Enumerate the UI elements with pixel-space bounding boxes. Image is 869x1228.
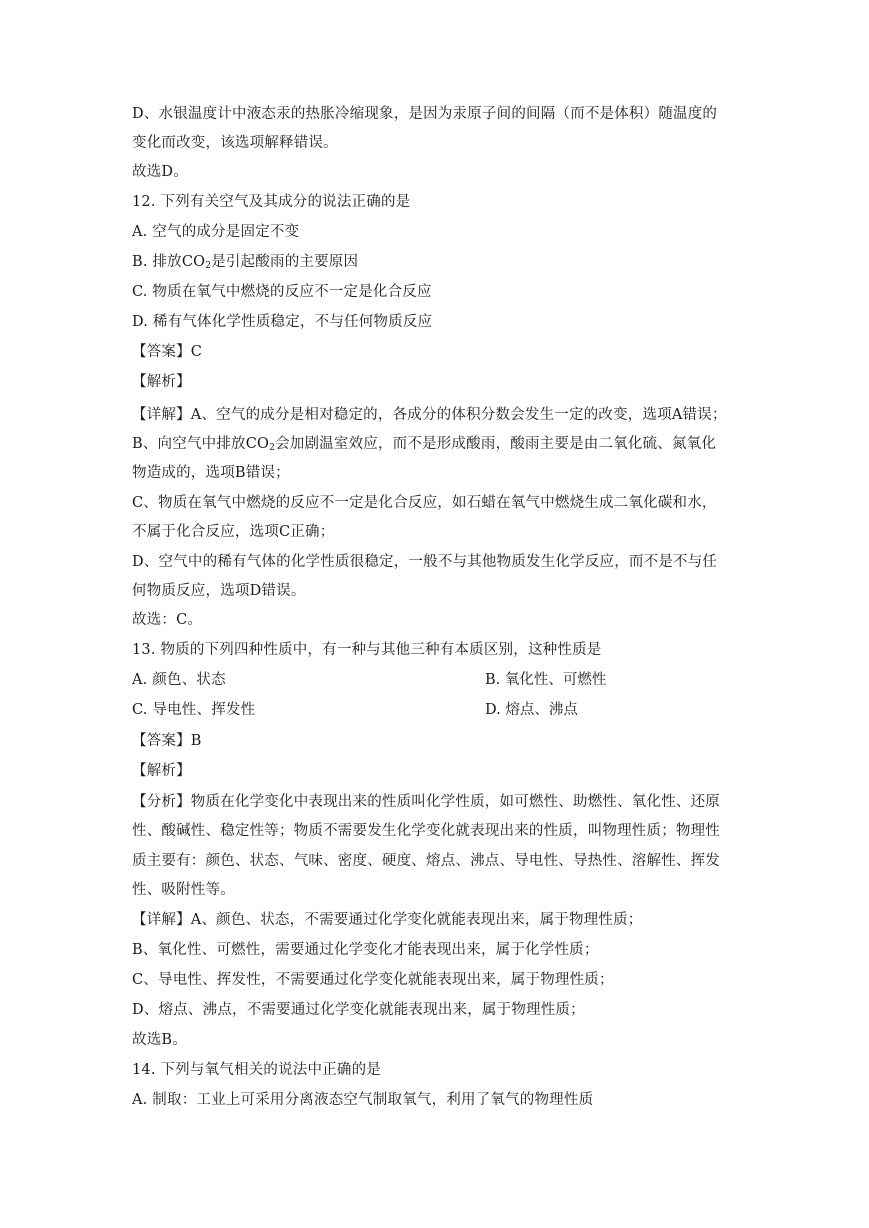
option-b-text-rest: 是引起酸雨的主要原因 bbox=[211, 254, 359, 270]
option-d: D. 熔点、沸点 bbox=[485, 702, 578, 718]
text-line: 【详解】A、颜色、状态，不需要通过化学变化就能表现出来，属于物理性质； bbox=[132, 912, 643, 928]
subscript: 2 bbox=[205, 261, 212, 271]
analysis-label: 【解析】 bbox=[132, 763, 191, 779]
subscript: 2 bbox=[269, 443, 276, 453]
text-line: 质主要有：颜色、状态、气味、密度、硬度、熔点、沸点、导电性、导热性、溶解性、挥发 bbox=[132, 853, 720, 869]
text-line: C、导电性、挥发性，不需要通过化学变化就能表现出来，属于物理性质； bbox=[132, 972, 614, 988]
question-14: 14. 下列与氧气相关的说法中正确的是 bbox=[132, 1062, 381, 1078]
text-line: 性、吸附性等。 bbox=[132, 882, 235, 898]
text-line: 【详解】A、空气的成分是相对稳定的，各成分的体积分数会发生一定的改变，选项A错误； bbox=[132, 407, 727, 423]
text-line: 性、酸碱性、稳定性等；物质不需要发生化学变化就表现出来的性质，叫物理性质；物理性 bbox=[132, 823, 720, 839]
text-line: 【分析】物质在化学变化中表现出来的性质叫化学性质，如可燃性、助燃性、氧化性、还原 bbox=[132, 794, 720, 810]
option-b: B. 氧化性、可燃性 bbox=[485, 672, 607, 688]
option-a: A. 制取：工业上可采用分离液态空气制取氧气，利用了氧气的物理性质 bbox=[132, 1092, 594, 1108]
option-c: C. 物质在氧气中燃烧的反应不一定是化合反应 bbox=[132, 284, 432, 300]
text-line: 变化而改变，该选项解释错误。 bbox=[132, 135, 338, 151]
question-13: 13. 物质的下列四种性质中，有一种与其他三种有本质区别，这种性质是 bbox=[132, 642, 602, 658]
option-b-text: B. 排放CO bbox=[132, 254, 206, 270]
text-line: 故选B。 bbox=[132, 1032, 187, 1048]
question-12: 12. 下列有关空气及其成分的说法正确的是 bbox=[132, 194, 411, 210]
text-line: 物造成的，选项B错误； bbox=[132, 465, 290, 481]
answer-label: 【答案】C bbox=[132, 344, 203, 360]
text-line: 何物质反应，选项D错误。 bbox=[132, 583, 306, 599]
text-line: D、空气中的稀有气体的化学性质很稳定，一般不与其他物质发生化学反应，而不是不与任 bbox=[132, 554, 718, 570]
analysis-label: 【解析】 bbox=[132, 374, 191, 390]
option-c: C. 导电性、挥发性 bbox=[132, 702, 256, 718]
answer-label: 【答案】B bbox=[132, 733, 202, 749]
text-part: B、向空气中排放CO bbox=[132, 436, 270, 452]
text-line: D、熔点、沸点，不需要通过化学变化就能表现出来，属于物理性质； bbox=[132, 1002, 585, 1018]
text-line: 故选：C。 bbox=[132, 612, 203, 628]
text-line bbox=[132, 434, 716, 454]
text-part-rest: 会加剧温室效应，而不是形成酸雨，酸雨主要是由二氧化硫、氮氧化 bbox=[275, 436, 717, 452]
option-a: A. 空气的成分是固定不变 bbox=[132, 224, 300, 240]
text-line: D、水银温度计中液态汞的热胀冷缩现象，是因为汞原子间的间隔（而不是体积）随温度的 bbox=[132, 106, 718, 122]
option-a: A. 颜色、状态 bbox=[132, 672, 226, 688]
option-b bbox=[132, 252, 358, 272]
text-line: 不属于化合反应，选项C正确； bbox=[132, 524, 335, 540]
option-d: D. 稀有气体化学性质稳定，不与任何物质反应 bbox=[132, 314, 433, 330]
text-line: B、氧化性、可燃性，需要通过化学变化才能表现出来，属于化学性质； bbox=[132, 942, 599, 958]
text-line: C、物质在氧气中燃烧的反应不一定是化合反应，如石蜡在氧气中燃烧生成二氧化碳和水， bbox=[132, 495, 717, 511]
text-line: 故选D。 bbox=[132, 164, 188, 180]
